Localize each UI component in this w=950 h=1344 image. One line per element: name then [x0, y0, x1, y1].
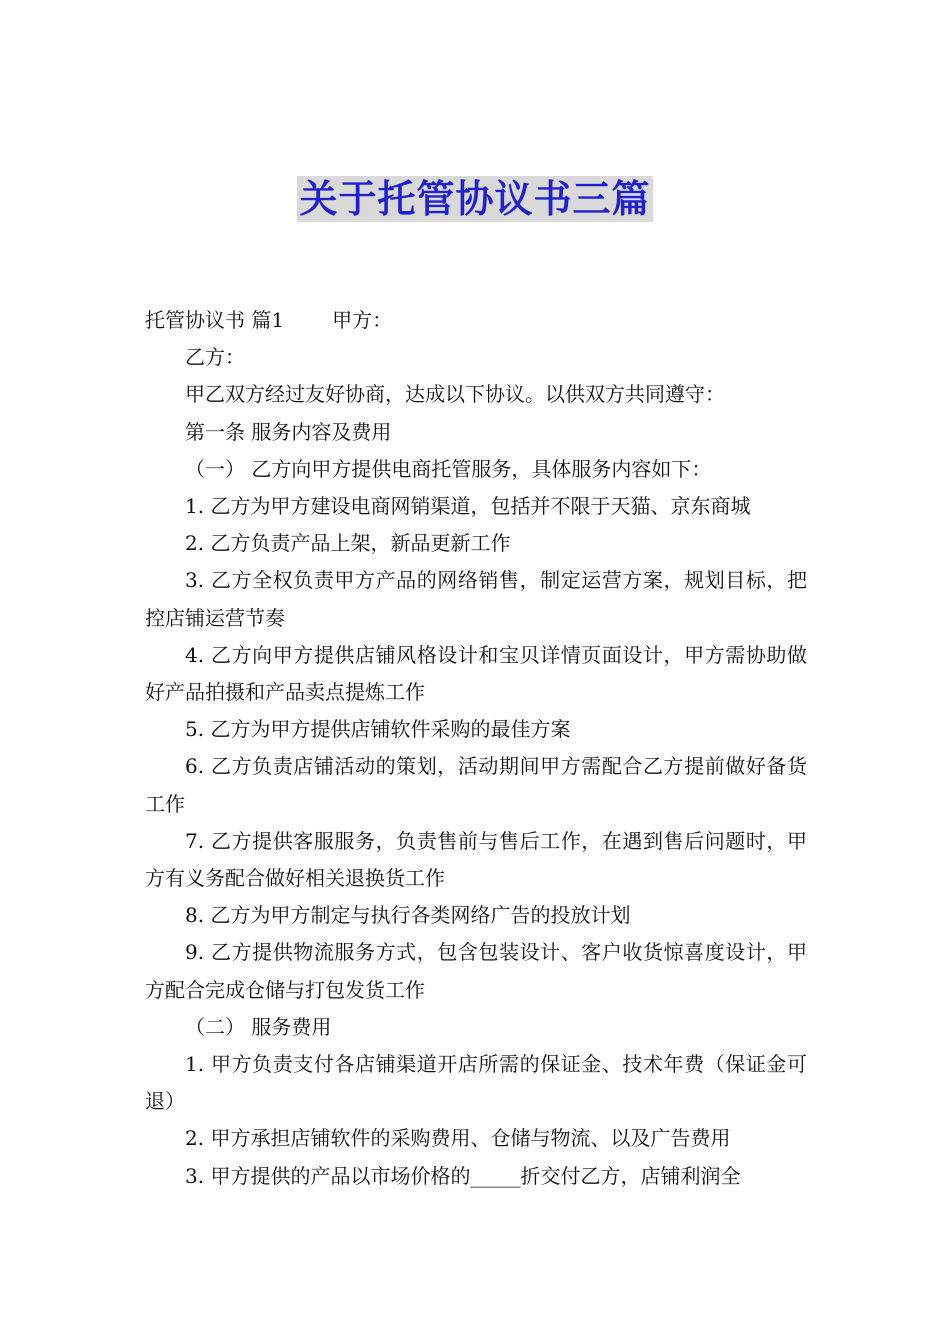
paragraph: 4. 乙方向甲方提供店铺风格设计和宝贝详情页面设计，甲方需协助做好产品拍摄和产品卖点提炼工作: [145, 642, 807, 705]
paragraph: 2. 乙方负责产品上架，新品更新工作: [185, 531, 511, 556]
paragraph: 9. 乙方提供物流服务方式，包含包装设计、客户收货惊喜度设计，甲方配合完成仓储与打包发货工作: [145, 940, 807, 1002]
paragraph: 3. 乙方全权负责甲方产品的网络销售，制定运营方案，规划目标，把控店铺运营节奏: [145, 568, 807, 630]
party-a-label: 甲方：: [332, 308, 393, 332]
opening-line: [145, 302, 807, 339]
paragraph: 7. 乙方提供客服服务，负责售前与售后工作，在遇到售后问题时，甲方有义务配合做好相关退换货工作: [145, 828, 807, 891]
paragraph: 1. 甲方负责支付各店铺渠道开店所需的保证金、技术年费（保证金可退）: [145, 1052, 807, 1114]
paragraph: 甲乙双方经过友好协商，达成以下协议。以供双方共同遵守：: [185, 382, 725, 407]
paragraph: 1. 乙方为甲方建设电商网销渠道，包括并不限于天猫、京东商城: [185, 494, 751, 519]
paragraph: （一） 乙方向甲方提供电商托管服务，具体服务内容如下：: [185, 456, 712, 481]
paragraph: （二） 服务费用: [185, 1014, 332, 1039]
title-area: [0, 176, 950, 222]
paragraph: 5. 乙方为甲方提供店铺软件采购的最佳方案: [185, 717, 571, 742]
paragraph: 2. 甲方承担店铺软件的采购费用、仓储与物流、以及广告费用: [185, 1126, 731, 1151]
paragraph: 6. 乙方负责店铺活动的策划，活动期间甲方需配合乙方提前做好备货工作: [145, 754, 807, 816]
document-body: [145, 302, 807, 1195]
paragraph: 第一条 服务内容及费用: [185, 419, 392, 444]
paragraph: 3. 甲方提供的产品以市场价格的_____折交付乙方，店铺利润全: [185, 1163, 741, 1188]
paragraph: 8. 乙方为甲方制定与执行各类网络广告的投放计划: [185, 903, 631, 928]
section-heading: 托管协议书 篇1: [145, 308, 285, 332]
paragraph: 乙方：: [185, 345, 245, 370]
document-title: 关于托管协议书三篇: [299, 177, 651, 221]
